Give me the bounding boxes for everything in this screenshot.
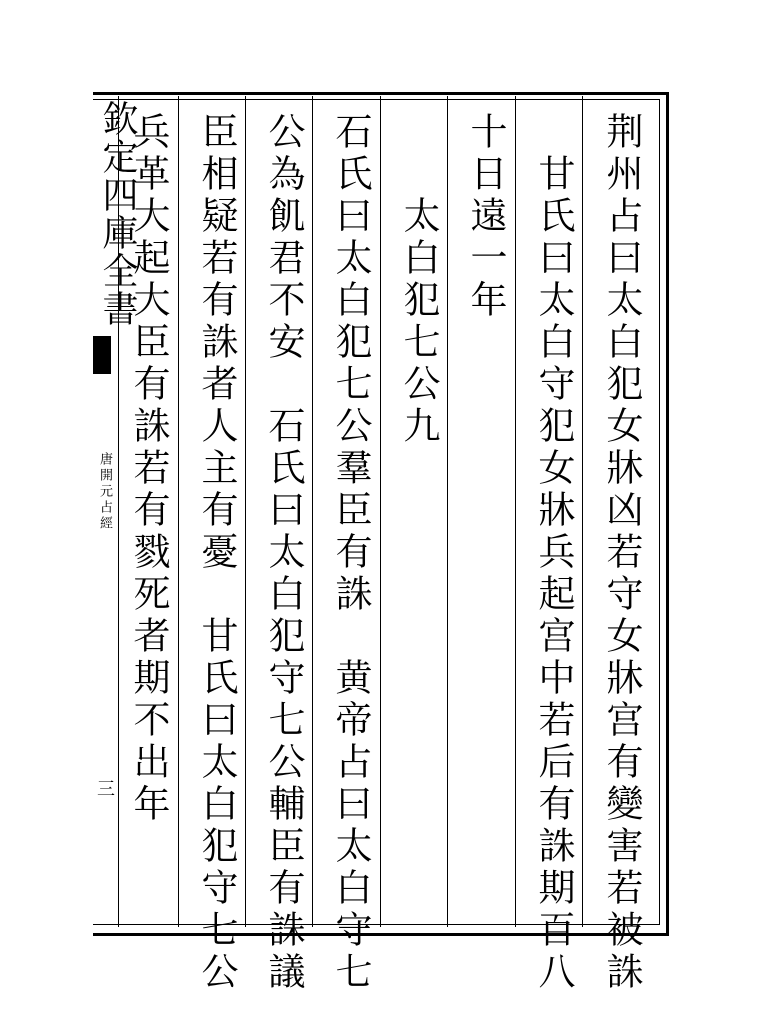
text-column: 臣相疑若有誅者人主有憂 甘氏曰太白犯守七公: [195, 112, 238, 994]
text-column: 十日遠一年: [464, 112, 507, 322]
page-number: 三: [97, 779, 115, 800]
text-column: 甘氏曰太白守犯女牀兵起宫中若后有誅期百八: [532, 112, 575, 994]
text-column: 公為飢君不安 石氏曰太白犯守七公輔臣有誅議: [262, 112, 305, 994]
text-column: 太白犯七公九: [397, 112, 440, 448]
column-rule: [515, 96, 516, 927]
column-rule: [582, 96, 583, 927]
column-rule: [312, 96, 313, 927]
margin-rule: [118, 96, 119, 927]
text-column: 兵革大起大臣有誅若有戮死者期不出年: [127, 112, 170, 826]
spine-series-title: 欽定四庫全書: [97, 100, 138, 328]
column-rule: [380, 96, 381, 927]
column-rule: [178, 96, 179, 927]
column-rule: [245, 96, 246, 927]
text-column: 石氏曰太白犯七公羣臣有誅 黄帝占曰太白守七: [329, 112, 372, 994]
text-column: 荆州占曰太白犯女牀凶若守女牀宫有變害若被誅: [600, 112, 643, 994]
spine-black-block: [93, 336, 111, 374]
book-title: 唐開元占經: [97, 452, 112, 532]
column-rule: [447, 96, 448, 927]
